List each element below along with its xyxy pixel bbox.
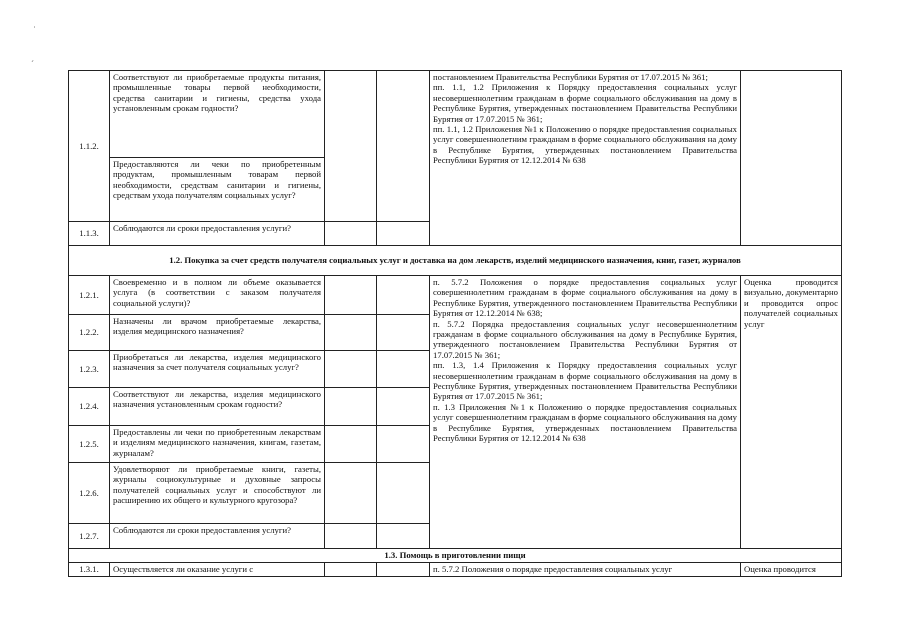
question-cell: Приобретаться ли лекарства, изделия медицинского назначения за счет получателя социальных услуг? [110, 351, 325, 388]
empty-cell [377, 463, 430, 524]
row-number: 1.2.2. [69, 315, 110, 351]
empty-cell [377, 222, 430, 246]
empty-cell [377, 276, 430, 315]
row-number: 1.1.2. [69, 71, 110, 222]
document-cell: п. 5.7.2 Положения о порядке предоставления социальных услуг совершеннолетним гражданам в форме социального обслуживания на дому в Республике Бурятия, утвержденного постановлением Правительства Республики Бурятия от 12.12.2014 № 638; п. 5.7.2 Порядка предоставления социальных услуг несовершеннолетним гражданам в форме социального обслуживания на дому в Республике Бурятия, утвержденного постановлением Правительства Республики Бурятия от 17.07.2015 № 361; пп. 1.3, 1.4 Приложения к Порядку предоставления социальных услуг несовершеннолетним гражданам в форме социального обслуживания на дому в Республике Бурятия, утвержденных постановлением Правительства Республики Бурятия от 17.07.2015 № 361; п. 1.3 Приложения №1 к Положению о порядке предоставления социальных услуг совершеннолетним гражданам в форме социального обслуживания на дому в Республике Бурятия, утвержденных постановлением Правительства Республики Бурятия от 12.12.2014 № 638 [430, 276, 741, 549]
empty-cell [377, 388, 430, 426]
row-number: 1.3.1. [69, 563, 110, 577]
evaluation-cell: Оценка проводится [741, 563, 842, 577]
row-number: 1.2.3. [69, 351, 110, 388]
row-number: 1.2.1. [69, 276, 110, 315]
empty-cell [377, 351, 430, 388]
question-cell: Предоставлены ли чеки по приобретенным лекарствам и изделиям медицинского назначения, книгам, газетам, журналам? [110, 426, 325, 463]
question-cell: Соблюдаются ли сроки предоставления услуги? [110, 524, 325, 549]
document-cell: постановлением Правительства Республики Бурятия от 17.07.2015 № 361; пп. 1.1, 1.2 Приложения к Порядку предоставления социальных услуг несовершеннолетним гражданам в форме социального обслуживания на дому в Республике Бурятия, утвержденных постановлением Правительства Республики Бурятия от 17.07.2015 № 361; пп. 1.1, 1.2 Приложения №1 к Положению о порядке предоставления социальных услуг совершеннолетним гражданам в форме социального обслуживания на дому в Республике Бурятия, утвержденных постановлением Правительства Республики Бурятия от 12.12.2014 № 638 [430, 71, 741, 246]
empty-cell [377, 426, 430, 463]
row-number: 1.2.5. [69, 426, 110, 463]
empty-cell [325, 71, 377, 222]
document-cell: п. 5.7.2 Положения о порядке предоставления социальных услуг [430, 563, 741, 577]
row-number: 1.2.7. [69, 524, 110, 549]
empty-cell [377, 71, 430, 222]
scan-mark-bottom: ´ [31, 59, 34, 69]
table-row [69, 563, 842, 577]
empty-cell [325, 426, 377, 463]
empty-cell [377, 524, 430, 549]
section-row [69, 549, 842, 563]
evaluation-cell [741, 71, 842, 246]
question-cell: Предоставляются ли чеки по приобретенным продуктам, промышленным товарам первой необходимости, средствам санитарии и гигиены, средствам ухода получателям социальных услуг? [110, 158, 325, 222]
row-number: 1.2.4. [69, 388, 110, 426]
row-number: 1.2.6. [69, 463, 110, 524]
section-heading: 1.2. Покупка за счет средств получателя социальных услуг и доставка на дом лекарств, изделий медицинского назначения, книг, газет, журналов [69, 246, 842, 276]
empty-cell [325, 463, 377, 524]
empty-cell [377, 315, 430, 351]
empty-cell [377, 563, 430, 577]
empty-cell [325, 276, 377, 315]
table-row [69, 276, 842, 315]
question-cell: Осуществляется ли оказание услуги с [110, 563, 325, 577]
empty-cell [325, 315, 377, 351]
evaluation-cell: Оценка проводится визуально, документарно и проводится опрос получателей социальных услуг [741, 276, 842, 549]
criteria-table [68, 70, 842, 577]
section-heading: 1.3. Помощь в приготовлении пищи [69, 549, 842, 563]
table-row [69, 71, 842, 158]
empty-cell [325, 563, 377, 577]
question-cell: Назначены ли врачом приобретаемые лекарства, изделия медицинского назначения? [110, 315, 325, 351]
row-number: 1.1.3. [69, 222, 110, 246]
empty-cell [325, 351, 377, 388]
question-cell: Соответствуют ли приобретаемые продукты питания, промышленные товары первой необходимости, средства санитарии и гигиены, средства ухода установленным срокам годности? [110, 71, 325, 158]
question-cell: Удовлетворяют ли приобретаемые книги, газеты, журналы социокультурные и духовные запросы получателей социальных услуг и способствуют ли расширению их общего и культурного кругозора? [110, 463, 325, 524]
empty-cell [325, 524, 377, 549]
question-cell: Соблюдаются ли сроки предоставления услуги? [110, 222, 325, 246]
scan-mark-top: ˙ [33, 25, 36, 35]
question-cell: Своевременно и в полном ли объеме оказывается услуга (в соответствии с заказом получателя социальной услуги)? [110, 276, 325, 315]
question-cell: Соответствуют ли лекарства, изделия медицинского назначения установленным срокам годности? [110, 388, 325, 426]
empty-cell [325, 388, 377, 426]
empty-cell [325, 222, 377, 246]
section-row [69, 246, 842, 276]
